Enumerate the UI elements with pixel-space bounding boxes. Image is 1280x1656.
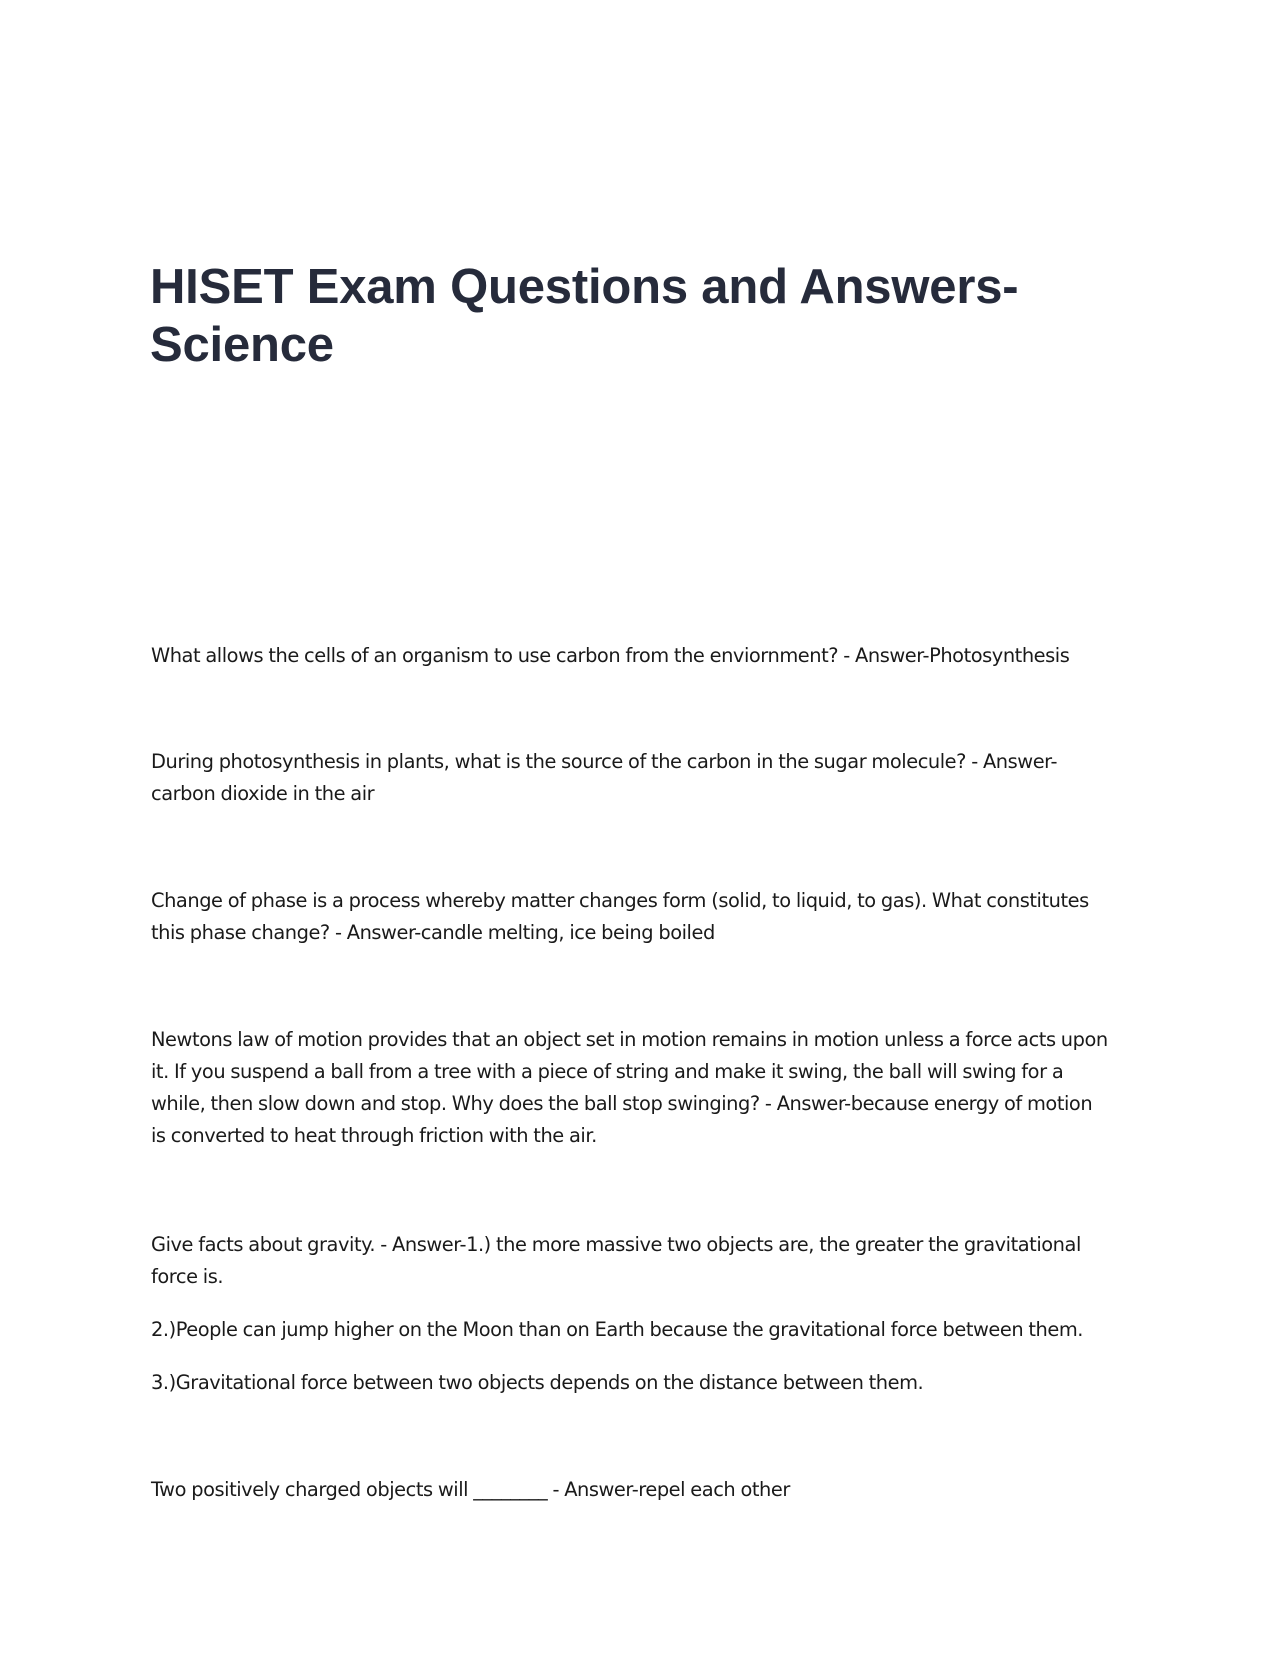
qa-item-charged-objects — [151, 1474, 1141, 1506]
qa-item-carbon-source — [151, 746, 1141, 810]
title-line-1: HISET Exam Questions and Answers- — [150, 260, 1019, 314]
qa-line: it. If you suspend a ball from a tree with a piece of string and make it swing, the ball will swing for a — [151, 1060, 1064, 1083]
qa-line: What allows the cells of an organism to use carbon from the enviornment? - Answer-Photosynthesis — [151, 644, 1070, 667]
qa-line: Newtons law of motion provides that an object set in motion remains in motion unless a force acts upon — [151, 1028, 1108, 1051]
document-title — [150, 258, 1150, 374]
qa-line: Give facts about gravity. - Answer-1.) the more massive two objects are, the greater the gravitational — [151, 1233, 1081, 1256]
qa-line: is converted to heat through friction with the air. — [151, 1124, 597, 1147]
qa-item-phase-change — [151, 885, 1141, 949]
gravity-fact-2 — [151, 1314, 1141, 1346]
qa-line: while, then slow down and stop. Why does the ball stop swinging? - Answer-because energy of motion — [151, 1092, 1093, 1115]
qa-line: Two positively charged objects will ________ - Answer-repel each other — [151, 1478, 790, 1501]
qa-line: 3.)Gravitational force between two objects depends on the distance between them. — [151, 1371, 924, 1394]
qa-line: force is. — [151, 1265, 224, 1288]
qa-line: Change of phase is a process whereby matter changes form (solid, to liquid, to gas). What constitutes — [151, 889, 1089, 912]
qa-item-newtons-law — [151, 1024, 1141, 1152]
title-line-2: Science — [150, 318, 334, 372]
qa-item-gravity-facts — [151, 1229, 1141, 1293]
qa-line: During photosynthesis in plants, what is the source of the carbon in the sugar molecule? - Answer- — [151, 750, 1058, 773]
qa-item-photosynthesis — [151, 640, 1141, 672]
qa-line: 2.)People can jump higher on the Moon than on Earth because the gravitational force between them. — [151, 1318, 1084, 1341]
qa-line: carbon dioxide in the air — [151, 782, 375, 805]
gravity-fact-3 — [151, 1367, 1141, 1399]
qa-line: this phase change? - Answer-candle melting, ice being boiled — [151, 921, 715, 944]
